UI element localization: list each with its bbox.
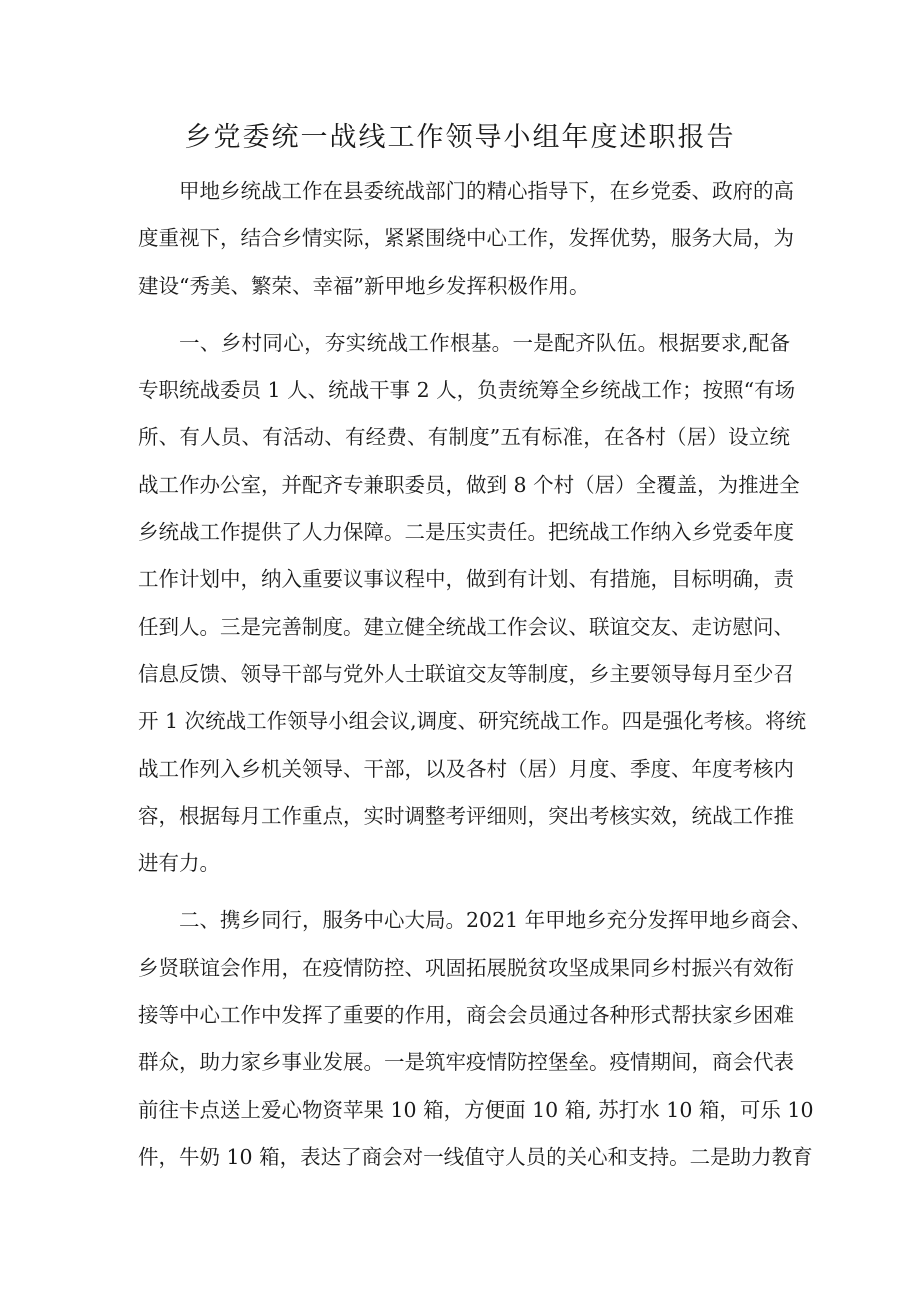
text-line: 任到人。三是完善制度。建立健全统战工作会议、联谊交友、走访慰问、 bbox=[138, 614, 794, 639]
text-line: 所、有人员、有活动、有经费、有制度”五有标准，在各村（居）设立统 bbox=[138, 425, 790, 450]
document-body bbox=[138, 168, 814, 1181]
text-line: 件，牛奶 10 箱，表达了商会对一线值守人员的关心和支持。二是助力教育 bbox=[138, 1144, 813, 1169]
text-line: 乡贤联谊会作用，在疫情防控、巩固拓展脱贫攻坚成果同乡村振兴有效衔 bbox=[138, 955, 794, 980]
paragraph-spacer bbox=[138, 887, 790, 897]
text-line: 建设“秀美、繁荣、幸福”新甲地乡发挥积极作用。 bbox=[138, 273, 590, 298]
text-line: 进有力。 bbox=[138, 851, 220, 876]
document-title: 乡党委统一战线工作领导小组年度述职报告 bbox=[184, 122, 736, 153]
paragraph-section-one bbox=[138, 320, 807, 888]
text-line: 度重视下，结合乡情实际，紧紧围绕中心工作，发挥优势，服务大局，为 bbox=[138, 226, 794, 251]
text-line: 一、乡村同心，夯实统战工作根基。一是配齐队伍。根据要求,配备 bbox=[179, 330, 790, 355]
paragraph-intro bbox=[138, 168, 794, 310]
text-line: 前往卡点送上爱心物资苹果 10 箱，方便面 10 箱, 苏打水 10 箱，可乐 10 bbox=[138, 1097, 814, 1122]
text-line: 甲地乡统战工作在县委统战部门的精心指导下，在乡党委、政府的高 bbox=[179, 179, 794, 203]
text-line: 乡统战工作提供了人力保障。二是压实责任。把统战工作纳入乡党委年度 bbox=[138, 520, 794, 545]
text-line: 信息反馈、领导干部与党外人士联谊交友等制度，乡主要领导每月至少召 bbox=[138, 661, 794, 686]
text-line: 战工作列入乡机关领导、干部，以及各村（居）月度、季度、年度考核内 bbox=[138, 756, 794, 781]
paragraph-spacer bbox=[138, 310, 790, 320]
text-line: 群众，助力家乡事业发展。一是筑牢疫情防控堡垒。疫情期间，商会代表 bbox=[138, 1050, 794, 1075]
paragraph-section-two bbox=[138, 897, 814, 1181]
text-line: 容，根据每月工作重点，实时调整考评细则，突出考核实效，统战工作推 bbox=[138, 803, 794, 828]
text-line: 二、携乡同行，服务中心大局。2021 年甲地乡充分发挥甲地乡商会、 bbox=[179, 908, 812, 933]
text-line: 专职统战委员 1 人、统战干事 2 人，负责统筹全乡统战工作；按照“有场 bbox=[138, 378, 796, 403]
text-line: 战工作办公室，并配齐专兼职委员，做到 8 个村（居）全覆盖，为推进全 bbox=[138, 472, 800, 497]
text-line: 工作计划中，纳入重要议事议程中，做到有计划、有措施，目标明确，责 bbox=[138, 567, 794, 592]
text-line: 接等中心工作中发挥了重要的作用，商会会员通过各种形式帮扶家乡困难 bbox=[138, 1003, 794, 1028]
text-line: 开 1 次统战工作领导小组会议,调度、研究统战工作。四是强化考核。将统 bbox=[138, 709, 807, 734]
